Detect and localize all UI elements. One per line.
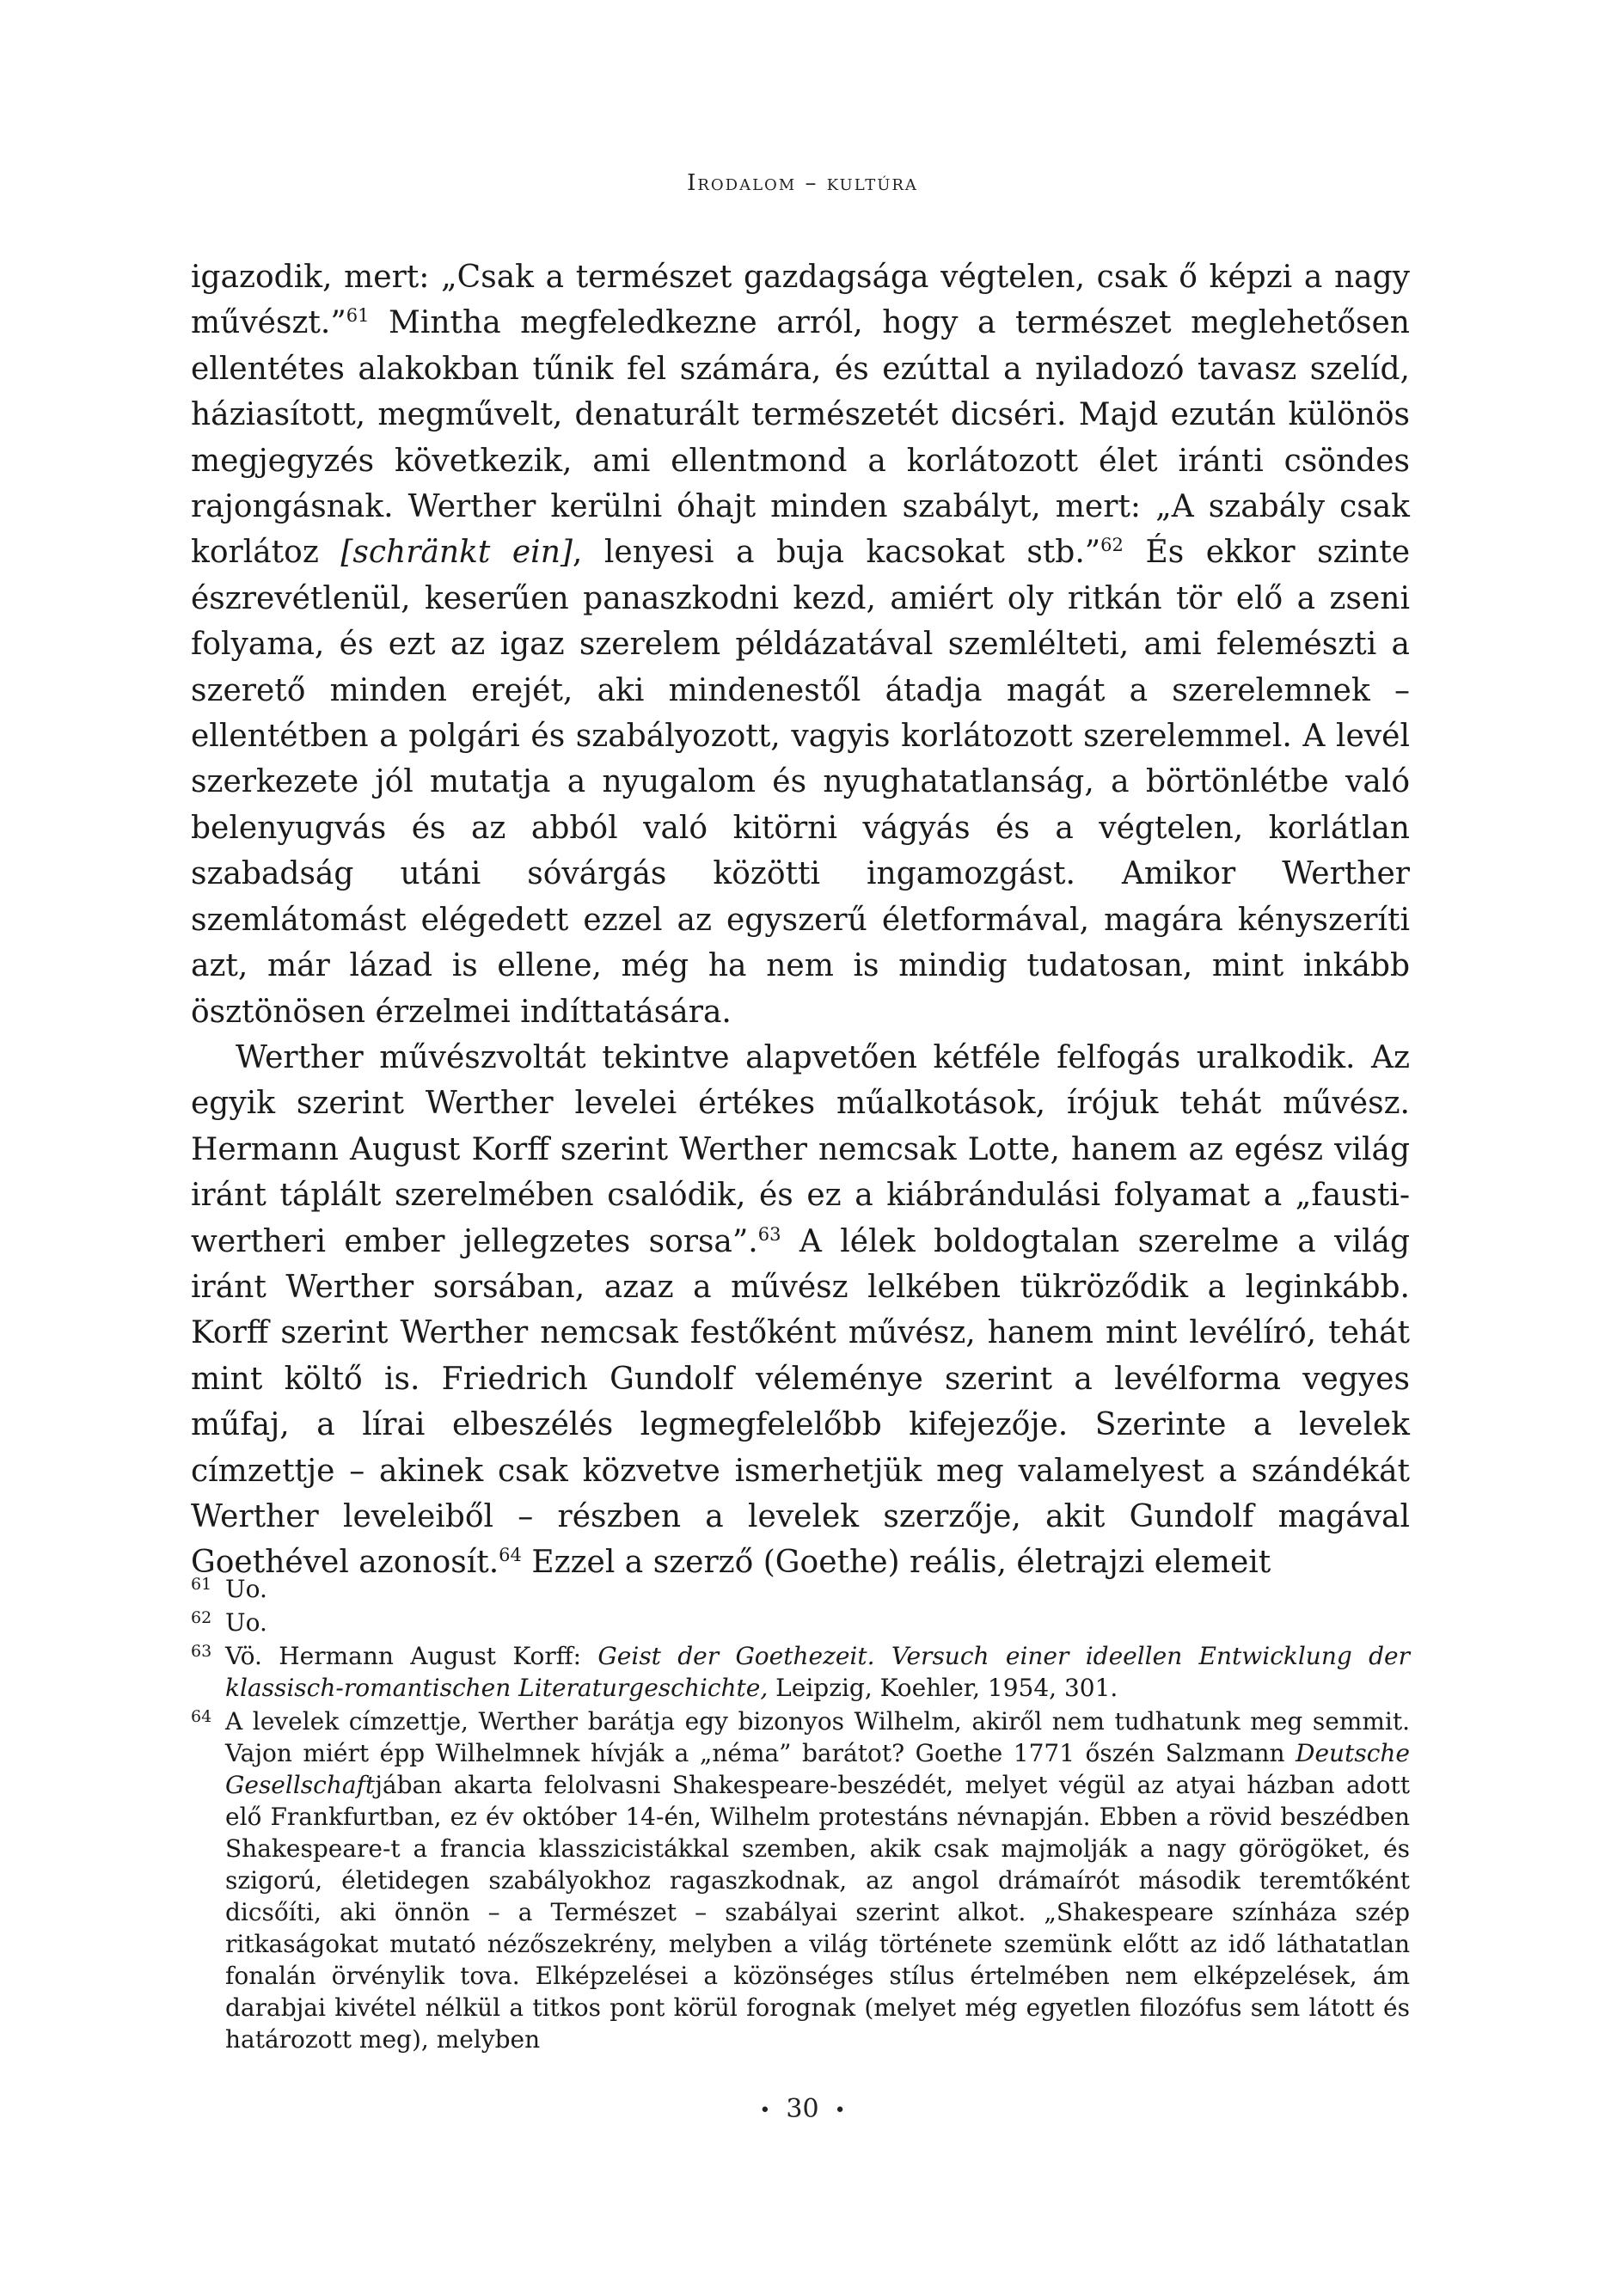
footnote-title: Deutsche Gesellschaft (225, 1739, 1410, 1799)
running-head (0, 170, 1605, 196)
footnote-64 (191, 1705, 1410, 2055)
paragraph (191, 254, 1410, 1035)
footnote-ref[interactable]: 61 (346, 305, 370, 327)
footnote-text: A levelek címzettje, Werther barátja egy bizonyos Wilhelm, akiről nem tudhatunk meg semmit. Vajon miért épp Wilhelmnek hívják a „néma” barátot? Goethe 1771 őszén Salzmann (225, 1707, 1410, 1767)
bullet-icon: • (759, 2099, 771, 2122)
text-span: Ezzel a szerző (Goethe) reális, életrajzi elemeit (521, 1545, 1271, 1581)
footnote-number: 61 (191, 1575, 212, 1594)
footnotes (191, 1573, 1410, 2057)
footnote-ref[interactable]: 63 (757, 1223, 781, 1245)
italic-term: [schränkt ein] (340, 535, 573, 571)
text-span: Werther művészvoltát tekintve alapvetően kétféle felfogás uralkodik. Az egyik szerint Werther levelei értékes műalkotások, írójuk tehát művész. Hermann August Korff szerint Werther nemcsak Lotte, hanem az egész világ iránt táplált szerelmében csalódik, és ez a kiábrándulási folyamat a „fausti-wertheri ember jellegzetes sorsa”. (191, 1039, 1410, 1259)
footnote-ref[interactable]: 64 (499, 1545, 522, 1566)
footnote-text: jában akarta felolvasni Shakespeare-beszédét, melyet végül az atyai házban adott elő Frankfurtban, ez év október 14-én, Wilhelm protestáns névnapján. Ebben a rövid beszédben Shakespeare-t a francia klasszicistákkal szemben, akik csak majmolják a nagy görögöket, és szigorú, életidegen szabályokhoz ragaszkodnak, az angol drámaírót második teremtőként dicsőíti, aki önnön – a Természet – szabályai szerint alkot. „Shakespeare színháza szép ritkaságokat mutató nézőszekrény, melyben a világ története szemünk előtt az idő láthatatlan fonalán örvénylik tova. Elképzelései a közönséges stílus értelmében nem elképzelések, ám darabjai kivétel nélkül a titkos pont körül forognak (melyet még egyetlen filozófus sem látott és határozott meg), melyben (225, 1771, 1410, 2054)
page-number: 30 (786, 2094, 819, 2124)
footnote-text: Vö. Hermann August Korff: (225, 1642, 598, 1670)
footnote-61 (191, 1573, 1410, 1605)
footnote-ref[interactable]: 62 (1100, 535, 1124, 556)
footnote-63 (191, 1640, 1410, 1704)
text-span: Mintha megfeledkezne arról, hogy a természet meglehetősen ellentétes alakokban tűnik fel számára, és ezúttal a nyiladozó tavasz szelíd, háziasított, megművelt, denaturált természetét dicséri. Majd ezután különös megjegyzés következik, ami ellentmond a korlátozott élet iránti csöndes rajongásnak. Werther kerülni óhajt minden szabályt, mert: „A szabály csak korlátoz (191, 305, 1410, 571)
footnote-62 (191, 1607, 1410, 1638)
footnote-number: 63 (191, 1642, 212, 1661)
text-span: igazodik, mert: „Csak a természet gazdagsága végtelen, csak ő képzi a nagy művészt.” (191, 260, 1410, 341)
footnote-text: Uo. (225, 1575, 267, 1603)
footnote-text: Leipzig, Koehler, 1954, 301. (768, 1674, 1118, 1702)
bullet-icon: • (834, 2099, 846, 2122)
main-text (191, 254, 1410, 1586)
running-head-text: Irodalom – kultúra (687, 170, 918, 196)
footnote-title: Geist der Goethezeit. Versuch einer ideellen Entwicklung der klassisch-romantischen Literaturgeschichte, (225, 1642, 1410, 1702)
text-span: A lélek boldogtalan szerelme a világ iránt Werther sorsában, azaz a művész lelkében tükröződik a leginkább. Korff szerint Werther nemcsak festőként művész, hanem mint levélíró, tehát mint költő is. Friedrich Gundolf véleménye szerint a levélforma vegyes műfaj, a lírai elbeszélés legmegfelelőbb kifejezője. Szerinte a levelek címzettje – akinek csak közvetve ismerhetjük meg valamelyest a szándékát Werther leveleiből – részben a levelek szerzője, akit Gundolf magával Goethével azonosít. (191, 1223, 1410, 1581)
footnote-number: 62 (191, 1608, 212, 1627)
text-span: , lenyesi a buja kacsokat stb.” (572, 535, 1101, 571)
footnote-number: 64 (191, 1707, 212, 1726)
footnote-text: Uo. (225, 1608, 267, 1637)
text-span: És ekkor szinte észrevétlenül, keserűen panaszkodni kezd, amiért oly ritkán tör elő a zseni folyama, és ezt az igaz szerelem példázatával szemlélteti, ami felemészti a szerető minden erejét, aki mindenestől átadja magát a szerelemnek – ellentétben a polgári és szabályozott, vagyis korlátozott szerelemmel. A levél szerkezete jól mutatja a nyugalom és nyughatatlanság, a börtönlétbe való belenyugvás és az abból való kitörni vágyás és a végtelen, korlátlan szabadság utáni sóvárgás közötti ingamozgást. Amikor Werther szemlátomást elégedett ezzel az egyszerű életformával, magára kényszeríti azt, már lázad is ellene, még ha nem is mindig tudatosan, mint inkább ösztönösen érzelmei indíttatására. (191, 535, 1410, 1030)
paragraph (191, 1035, 1410, 1586)
page-number-footer (0, 2094, 1605, 2124)
